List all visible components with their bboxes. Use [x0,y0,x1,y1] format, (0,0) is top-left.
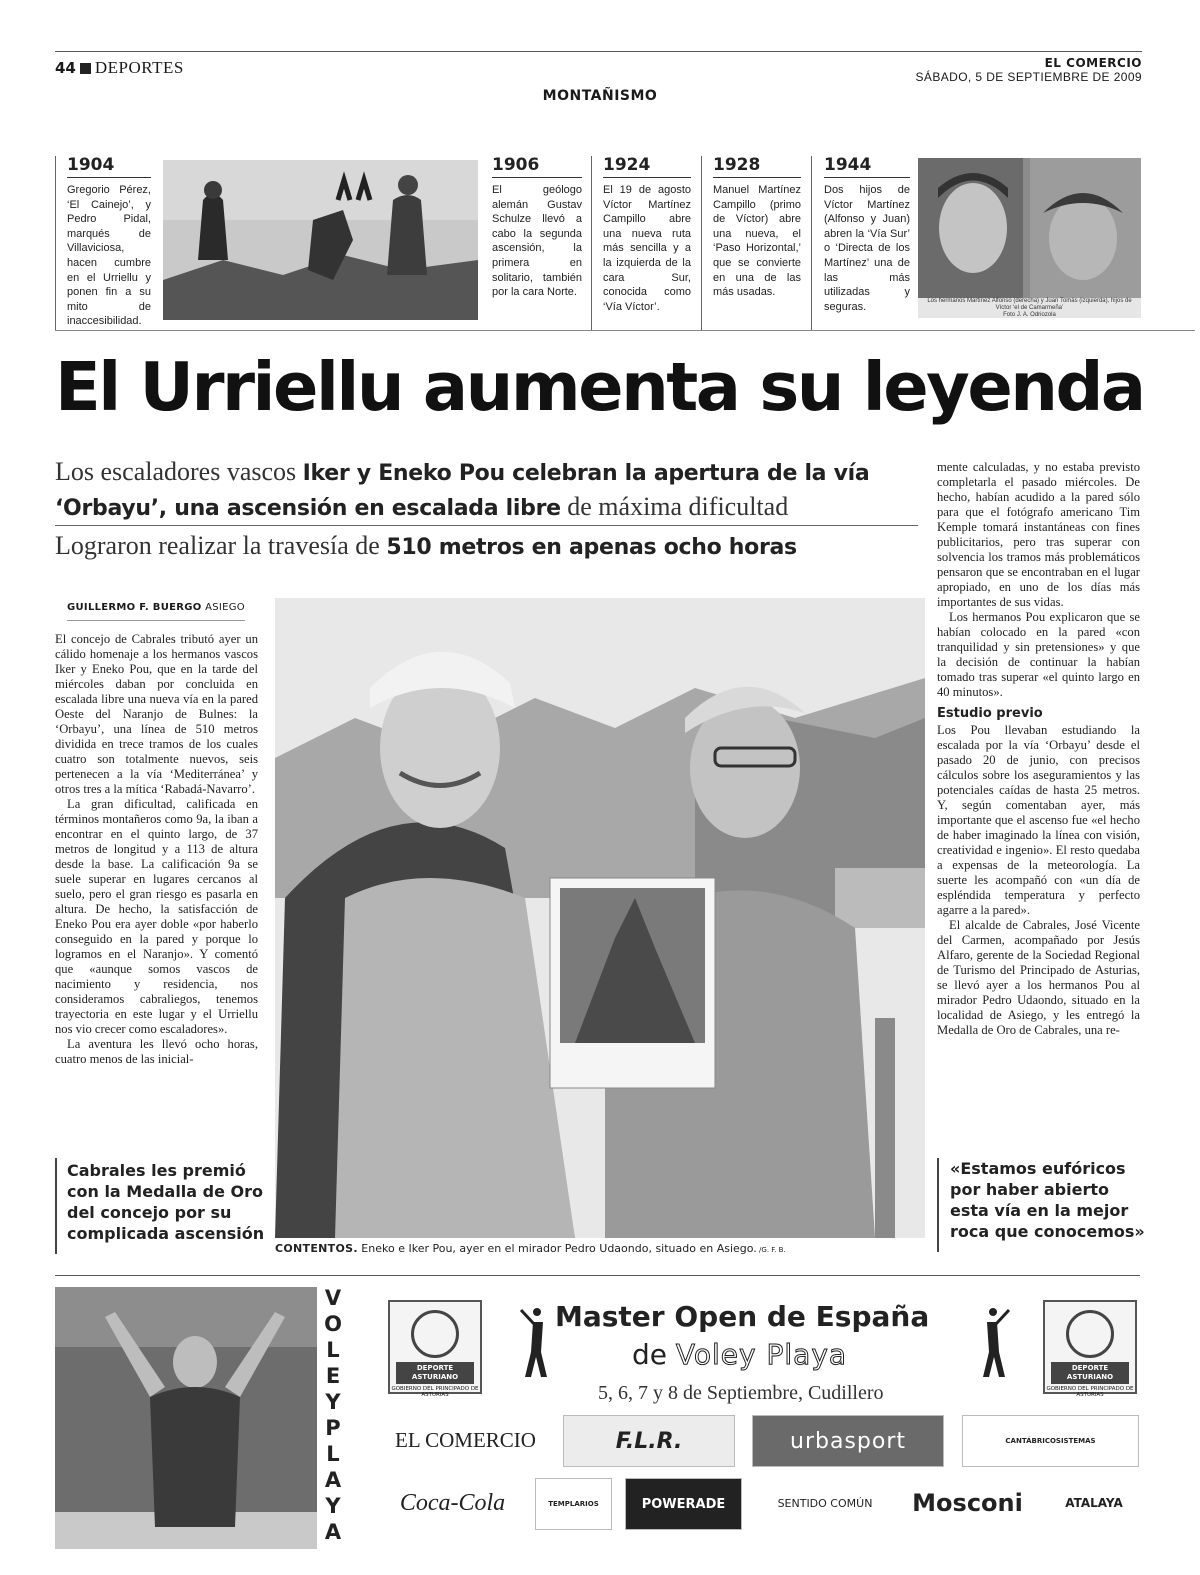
topic-label: MONTAÑISMO [542,88,658,104]
timeline-year: 1944 [824,154,910,178]
timeline-divider [701,156,702,330]
timeline-text: Gregorio Pérez, ‘El Cainejo’, y Pedro Pidal, marqués de Villaviciosa, hacen cumbre en el Urriellu y ponen fin a su mito de inaccesibilidad. [67,184,151,328]
pull-quote-right: «Estamos eufóricos por haber abierto esta vía en la mejor roca que conocemos» [950,1159,1145,1241]
timeline-year: 1904 [67,154,151,178]
vertical-letter: L [326,1442,340,1466]
vertical-letter: O [324,1312,342,1336]
ad-title-highlight: Voley Playa [675,1338,848,1371]
paragraph: mente calculadas, y no estaba previsto completarla el pasado miércoles. De hecho, habían acudido a la pared sólo para que el fotógrafo americano Tim Kemple tomará instantáneas con fines publicitarios, pero tras superar con solvencia los tramos más problemáticos pensaron que se encontraban en el lugar apropiado, en uno de los días más importantes de sus vidas. [937,460,1140,609]
timeline-entry-1928 [713,154,801,300]
sponsor-flr [563,1415,735,1467]
caption-text: Eneko e Iker Pou, ayer en el mirador Pedro Udaondo, situado en Asiego. [357,1242,757,1255]
pou-brothers-photo [275,598,925,1238]
subheadline-2-bold: 510 metros en apenas ocho horas [386,535,797,560]
sponsor-mosconi [905,1478,1030,1528]
timeline-text: El 19 de agosto Víctor Martínez Campillo abre una nueva ruta más sencilla y a la izquierda de la cara Sur, conocida como ‘Vía Víctor’. [603,184,691,313]
timeline-divider [591,156,592,330]
subheadline-divider [55,525,918,526]
subheadline-2 [55,531,925,561]
sponsor-text: POWERADE [641,1496,726,1512]
subheadline-1-post: de máxima dificultad [560,492,789,521]
timeline-entry-1924 [603,154,691,314]
martinez-brothers-photo [918,158,1141,318]
timeline-bottom-rule [55,330,1195,331]
logo-text: DEPORTE ASTURIANO [1051,1362,1129,1384]
logo-subtext: GOBIERNO DEL PRINCIPADO DE ASTURIAS [391,1386,479,1398]
small-photo-caption-text: Los hermanos Martínez Alfonso (derecha) y Juan Tomás (izquierda), hijos de Víctor ‘el de Camarmeña’ [927,298,1132,311]
timeline-text: Dos hijos de Víctor Martínez (Alfonso y Juan) abren la ‘Vía Sur’ o ‘Directa de los Martínez’ una de las más utilizadas y seguras. [824,184,910,313]
vertical-letter: A [324,1520,342,1544]
vertical-letter: Y [325,1494,341,1518]
deporte-asturiano-logo-right [1043,1300,1137,1398]
logo-subtext: GOBIERNO DEL PRINCIPADO DE ASTURIAS [1046,1386,1134,1398]
byline-place: ASIEGO [205,602,245,613]
masthead [916,56,1142,84]
timeline-entry-1904 [67,154,151,329]
vertical-letter: V [324,1286,342,1310]
timeline-divider [55,156,56,330]
photo-caption [275,1242,786,1255]
sponsor-sentido-comun [760,1478,890,1528]
sponsor-text: F.L.R. [615,1428,683,1454]
article-column-right [937,460,1140,1038]
subheadline-2-pre: Lograron realizar la travesía de [55,531,387,560]
paragraph: El alcalde de Cabrales, José Vicente del Carmen, acompañado por Jesús Alfaro, gerente de la Sociedad Regional de Turismo del Principado de Asturias, se llevó ayer a los hermanos Pou al mirador Pedro Udaondo, situado en la localidad de Asiego, y les entregó la Medalla de Oro de Cabrales, una re- [937,918,1140,1037]
subheadline-1 [55,455,925,525]
logo-circle-icon [411,1310,459,1358]
sponsor-text: SENTIDO COMÚN [777,1496,873,1510]
sponsor-cocacola [385,1478,520,1528]
sponsor-text: CANTÁBRICOSISTEMAS [1005,1437,1096,1445]
caption-credit: /G. F. B. [756,1246,786,1254]
caption-lead: CONTENTOS. [275,1242,358,1255]
sponsor-text: TEMPLARIOS [548,1500,599,1508]
pull-quote-bar [55,1158,57,1254]
small-photo-credit: Foto J. A. Odriozola [1003,312,1056,318]
timeline-text: Manuel Martínez Campillo (primo de Víctor) abre una nueva, el ‘Paso Horizontal,’ que se convierte en una de las más usadas. [713,184,801,299]
sponsor-powerade [625,1478,742,1530]
subheadline-1-bold: Iker y Eneko Pou celebran la apertura de la vía ‘Orbayu’, una ascensión en escalada libre [55,461,870,521]
header-rule [55,51,1142,52]
subheadline-1-pre: Los escaladores vascos [55,457,303,486]
timeline-entry-1944 [824,154,910,314]
sponsor-text: ATALAYA [1065,1496,1123,1510]
issue-date: SÁBADO, 5 DE SEPTIEMBRE DE 2009 [915,70,1142,84]
deporte-asturiano-logo [388,1300,482,1398]
player-silhouette-icon [515,1302,555,1382]
logo-circle-icon [1066,1310,1114,1358]
player-silhouette-icon [975,1302,1015,1382]
vertical-letter: E [325,1364,341,1388]
sponsor-atalaya [1050,1478,1138,1528]
sponsor-text: Coca-Cola [399,1489,506,1516]
historic-climbers-photo [163,160,478,320]
logo-text: DEPORTE ASTURIANO [396,1362,474,1384]
timeline-year: 1924 [603,154,691,178]
paragraph: La aventura les llevó ocho horas, cuatro menos de las inicial- [55,1037,258,1066]
vertical-letter: A [324,1468,342,1492]
page-number-value: 44 [55,59,76,77]
paragraph: La gran dificultad, calificada en términos montañeros como 9a, la iban a encontrar en el quinto largo, de 37 metros de longitud y a 113 de altura desde la base. La calificación 9a se suele superar en lugares cercanos al suelo, pero el gran riesgo es pasarla en altura. De hecho, la satisfacción de Eneko Pou era ayer doble «por haberlo conseguido en la pared y porque lo logramos en el Naranjo». Y comentó que «aunque somos vascos de nacimiento y residencia, nos consideramos cabraliegos, tenemos trayectoria en este lugar y el Urriellu nos vio crecer como escaladores». [55,797,258,1036]
paragraph: Los hermanos Pou explicaron que se habían colocado en la pared «con tranquilidad y sin pretensiones» y que la decisión de continuar la habían tomado tras superar «el quinto largo en 40 minutos». [937,610,1140,699]
square-bullet-icon [80,63,91,74]
timeline-entry-1906 [492,154,582,300]
vertical-letter: Y [325,1390,341,1414]
vertical-letter: P [325,1416,341,1440]
ad-title: Master Open de España [555,1300,930,1333]
timeline-year: 1928 [713,154,801,178]
voley-playa-vertical [318,1285,348,1545]
small-photo-caption [922,298,1137,318]
sponsor-cantabrico [962,1415,1139,1467]
ad-title-line2 [632,1338,847,1371]
vertical-letter: L [326,1338,340,1362]
timeline-year: 1906 [492,154,582,178]
section-label: DEPORTES [94,58,184,77]
sponsor-el-comercio [388,1415,543,1465]
sponsor-urbasport [752,1415,944,1467]
section-subhead: Estudio previo [937,706,1043,721]
pull-quote-left: Cabrales les premió con la Medalla de Oro del concejo por su complicada ascensión [67,1161,265,1243]
timeline-text: El geólogo alemán Gustav Schulze llevó a cabo la segunda ascensión, la primera en solitario, también por la cara Norte. [492,184,582,299]
byline-author: GUILLERMO F. BUERGO [67,602,202,613]
newspaper-name: EL COMERCIO [1044,56,1142,70]
paragraph: El concejo de Cabrales tributó ayer un cálido homenaje a los hermanos vascos Iker y Eneko Pou, que en la tarde del miércoles daban por concluida en escalada libre una nueva vía en la pared Oeste del Naranjo de Bulnes: la ‘Orbayu’, una línea de 510 metros dividida en trece tramos de los cuales cuatro son totalmente nuevos, seis pertenecen a la vía ‘Mediterránea’ y otros tres a la mítica ‘Rabadá-Navarro’. [55,632,258,796]
sponsor-text: urbasport [790,1428,906,1454]
pull-quote-bar [937,1158,939,1252]
sponsor-text: Mosconi [912,1489,1023,1517]
page-number [55,58,184,78]
volleyball-player-photo [55,1287,317,1549]
article-column-left [55,632,258,1067]
paragraph: Los Pou llevaban estudiando la escalada por la vía ‘Orbayu’ desde el pasado 20 de junio, con precisos cálculos sobre los aseguramientos y las potenciales caídas de hasta 25 metros. Y, según comentaban ayer, más importante que el ascenso fue «el hecho de haber imaginado la línea con visión, creatividad e ingenio». El resto quedaba a expensas de la meteorología. La suerte les acompañó con «un día de espléndida temperatura y perfecto agarre a la pared». [937,723,1140,917]
sponsor-text: EL COMERCIO [395,1427,536,1452]
timeline-divider [811,156,812,330]
byline-rule [67,620,245,621]
ad-title-pre: de [632,1338,676,1371]
ad-dates: 5, 6, 7 y 8 de Septiembre, Cudillero [598,1382,884,1404]
byline [67,602,245,613]
ad-top-rule [55,1275,1140,1276]
sponsor-templarios [535,1478,612,1530]
main-headline: El Urriellu aumenta su leyenda [55,348,1144,426]
